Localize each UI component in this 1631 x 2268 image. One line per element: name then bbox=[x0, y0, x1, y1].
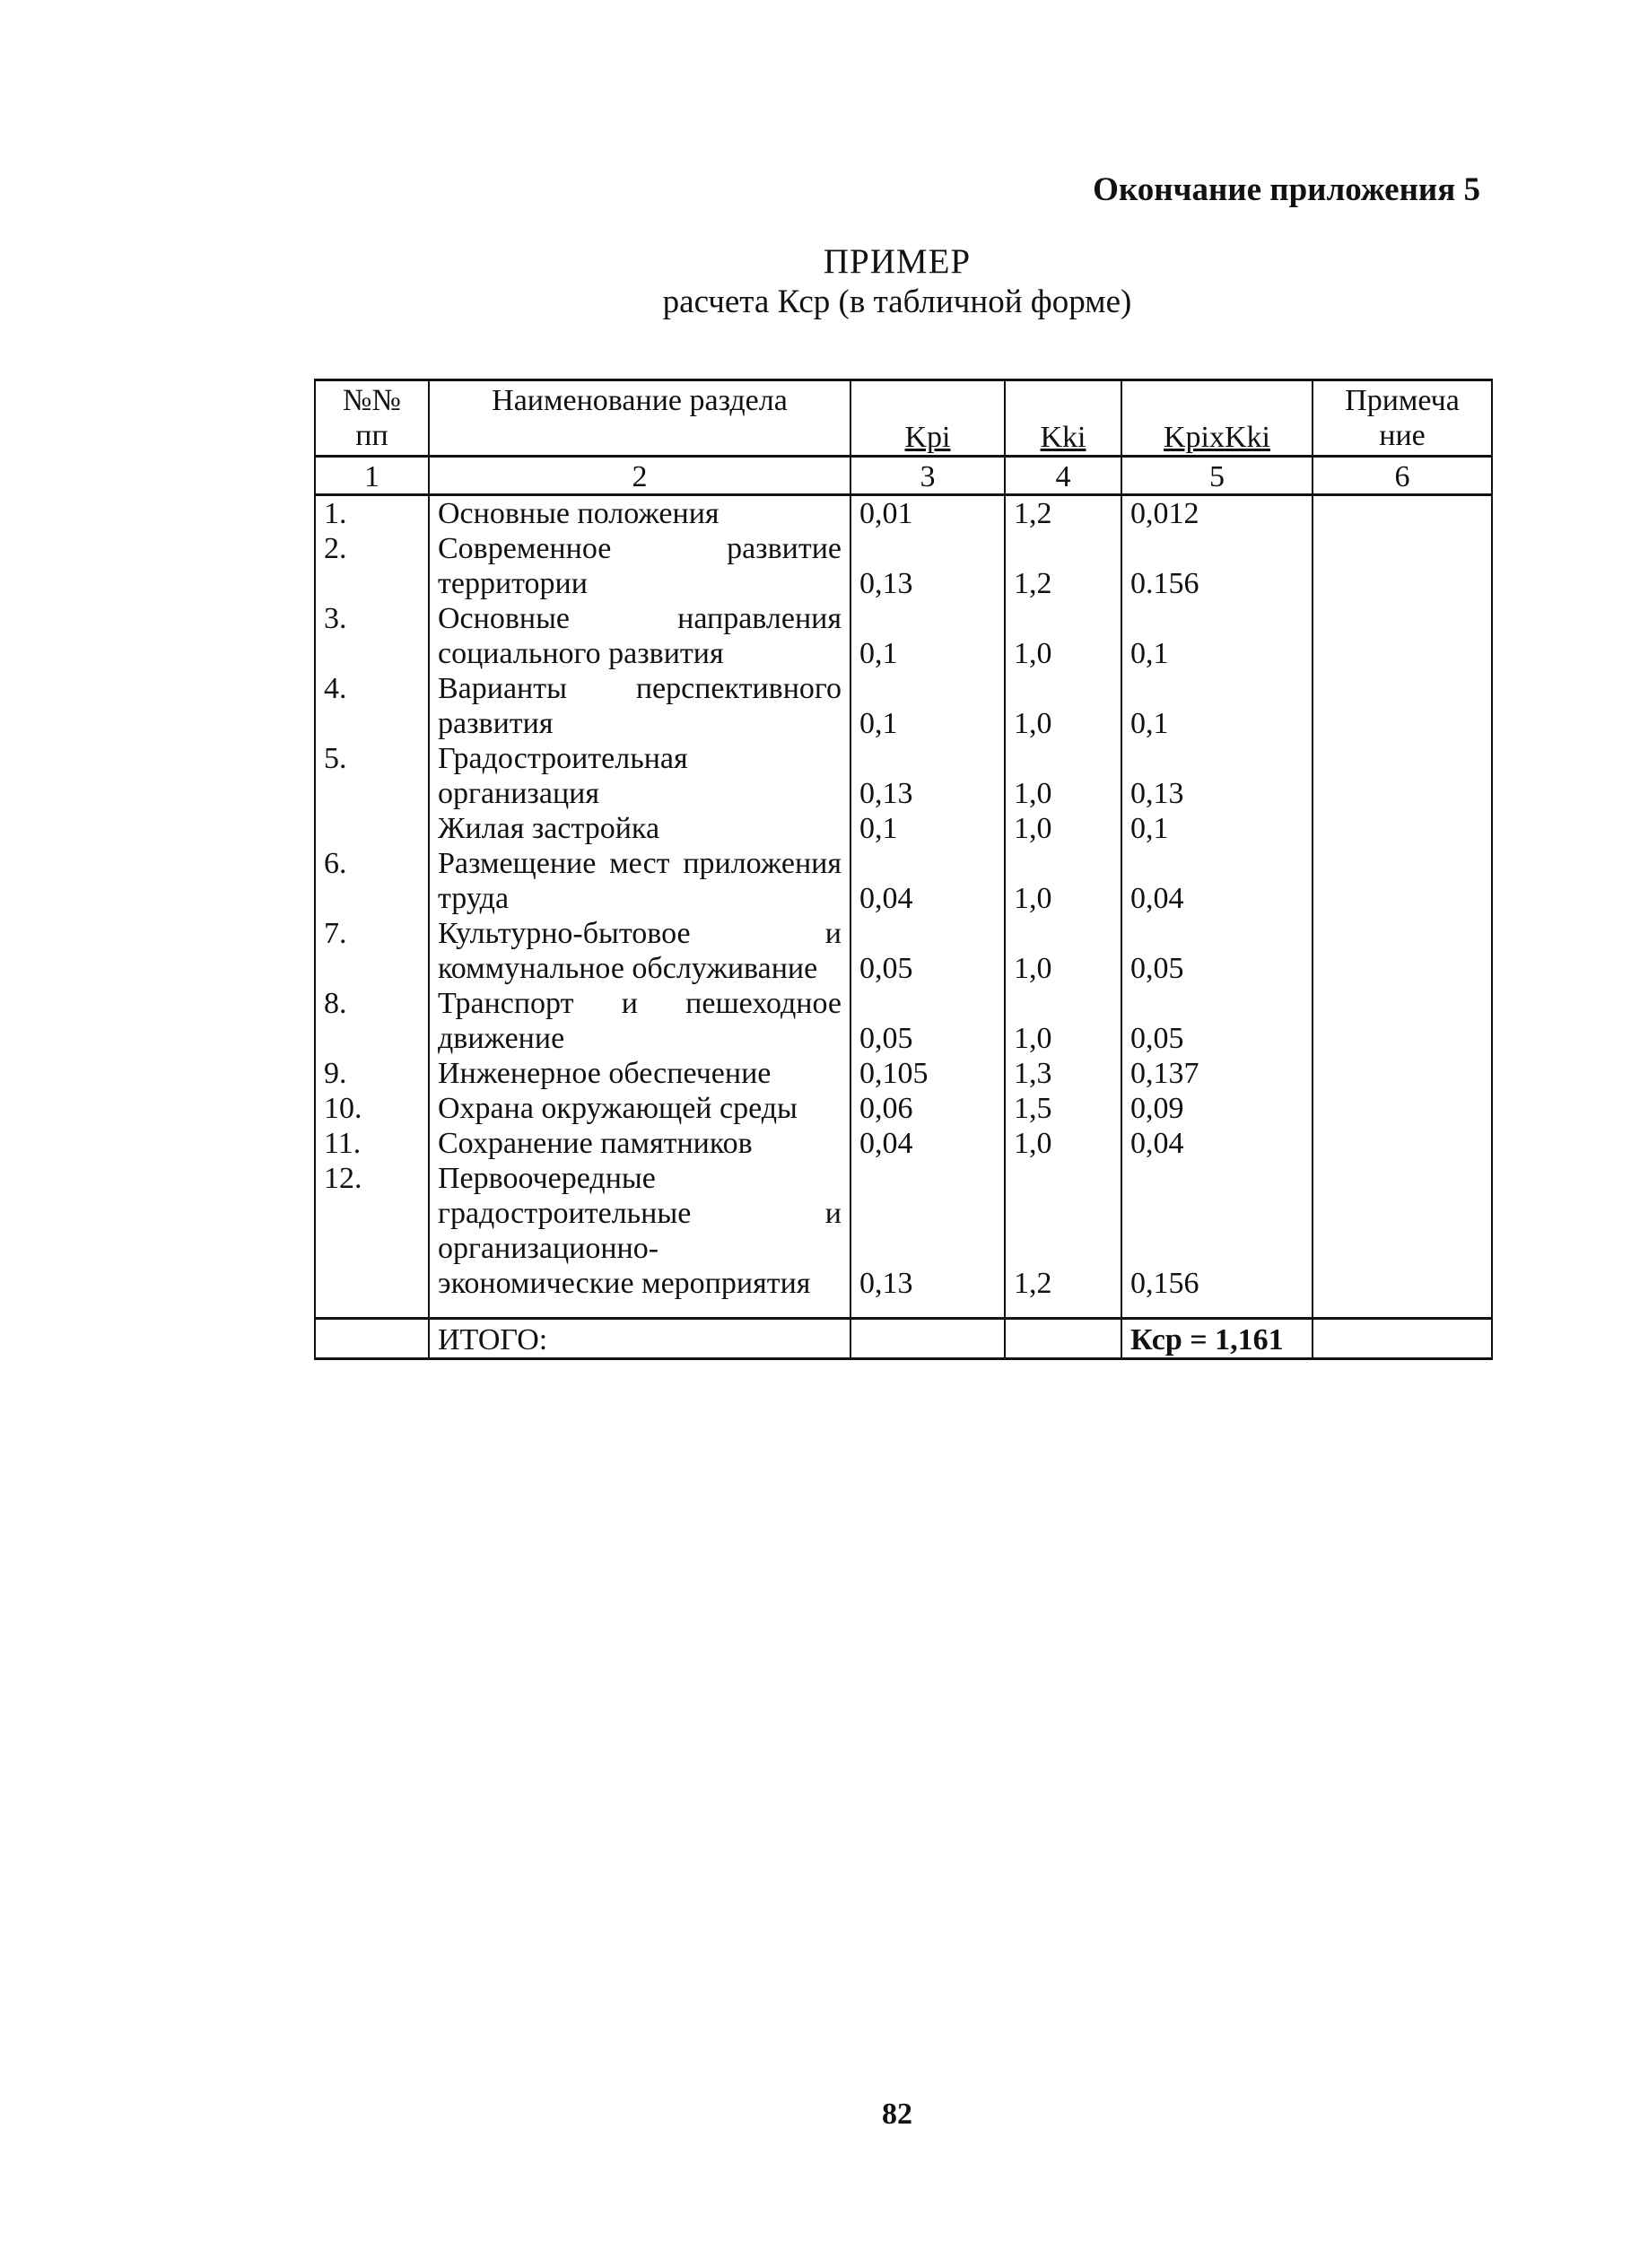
row-number: 11. bbox=[315, 1126, 429, 1161]
row-note bbox=[1313, 811, 1492, 846]
column-number: 1 bbox=[315, 457, 429, 495]
row-note bbox=[1313, 846, 1492, 916]
row-note bbox=[1313, 916, 1492, 986]
column-number: 4 bbox=[1005, 457, 1121, 495]
row-kp-value: 0,04 bbox=[850, 846, 1005, 916]
column-numbers-row bbox=[315, 457, 1492, 495]
row-note bbox=[1313, 986, 1492, 1056]
row-product-value: 0,137 bbox=[1121, 1056, 1313, 1091]
row-kk-value: 1,0 bbox=[1005, 846, 1121, 916]
row-product-value: 0,1 bbox=[1121, 671, 1313, 741]
page-number: 82 bbox=[882, 2098, 912, 2131]
row-product-value: 0,13 bbox=[1121, 741, 1313, 811]
row-product-value: 0,1 bbox=[1121, 811, 1313, 846]
row-section-name: Жилая застройка bbox=[429, 811, 850, 846]
row-kp-value: 0,13 bbox=[850, 531, 1005, 601]
row-number bbox=[315, 811, 429, 846]
spacer-cell bbox=[1313, 1301, 1492, 1319]
table-row bbox=[315, 1056, 1492, 1091]
document-subtitle: расчета Кср (в табличной форме) bbox=[662, 284, 1132, 320]
table-row bbox=[315, 741, 1492, 811]
row-product-value: 0,05 bbox=[1121, 916, 1313, 986]
table-row bbox=[315, 986, 1492, 1056]
row-section-name: Градостроительная организация bbox=[429, 741, 850, 811]
row-kk-value: 1,0 bbox=[1005, 741, 1121, 811]
table-header-row bbox=[315, 380, 1492, 457]
table-row bbox=[315, 846, 1492, 916]
row-note bbox=[1313, 741, 1492, 811]
row-kp-value: 0,01 bbox=[850, 495, 1005, 532]
header-name: Наименование раздела bbox=[429, 380, 850, 457]
row-section-name: Современное развитие территории bbox=[429, 531, 850, 601]
page-heading: Окончание приложения 5 bbox=[1093, 171, 1480, 208]
total-label: ИТОГО: bbox=[429, 1319, 850, 1359]
header-kk-label: Kki bbox=[1040, 421, 1086, 454]
row-kp-value: 0,05 bbox=[850, 986, 1005, 1056]
row-number: 8. bbox=[315, 986, 429, 1056]
row-section-name: Культурно-бытовое и коммунальное обслуживание bbox=[429, 916, 850, 986]
row-kk-value: 1,2 bbox=[1005, 531, 1121, 601]
calculation-table bbox=[314, 379, 1493, 1360]
row-product-value: 0,156 bbox=[1121, 1161, 1313, 1301]
row-kk-value: 1,0 bbox=[1005, 671, 1121, 741]
row-kk-value: 1,2 bbox=[1005, 1161, 1121, 1301]
row-number: 6. bbox=[315, 846, 429, 916]
row-kp-value: 0,1 bbox=[850, 671, 1005, 741]
row-kp-value: 0,06 bbox=[850, 1091, 1005, 1126]
table-row bbox=[315, 601, 1492, 671]
row-number: 9. bbox=[315, 1056, 429, 1091]
spacer-cell bbox=[429, 1301, 850, 1319]
row-product-value: 0,012 bbox=[1121, 495, 1313, 532]
row-kk-value: 1,0 bbox=[1005, 986, 1121, 1056]
row-note bbox=[1313, 531, 1492, 601]
row-kp-value: 0,13 bbox=[850, 1161, 1005, 1301]
row-kk-value: 1,0 bbox=[1005, 1126, 1121, 1161]
row-kp-value: 0,1 bbox=[850, 601, 1005, 671]
table-spacer-row bbox=[315, 1301, 1492, 1319]
column-number: 3 bbox=[850, 457, 1005, 495]
row-kp-value: 0,05 bbox=[850, 916, 1005, 986]
row-kp-value: 0,105 bbox=[850, 1056, 1005, 1091]
row-number: 3. bbox=[315, 601, 429, 671]
row-number: 12. bbox=[315, 1161, 429, 1301]
row-note bbox=[1313, 1091, 1492, 1126]
row-number: 1. bbox=[315, 495, 429, 532]
column-number: 6 bbox=[1313, 457, 1492, 495]
row-product-value: 0,05 bbox=[1121, 986, 1313, 1056]
header-note: Примеча ние bbox=[1313, 380, 1492, 457]
header-num: №№ пп bbox=[315, 380, 429, 457]
row-kk-value: 1,3 bbox=[1005, 1056, 1121, 1091]
row-number: 2. bbox=[315, 531, 429, 601]
row-section-name: Размещение мест приложения труда bbox=[429, 846, 850, 916]
row-kk-value: 1,0 bbox=[1005, 916, 1121, 986]
header-kk bbox=[1005, 380, 1121, 457]
spacer-cell bbox=[1005, 1301, 1121, 1319]
row-kk-value: 1,2 bbox=[1005, 495, 1121, 532]
header-kp bbox=[850, 380, 1005, 457]
header-product bbox=[1121, 380, 1313, 457]
calculation-table-wrapper bbox=[314, 379, 1493, 1360]
header-kp-label: Kpi bbox=[904, 421, 951, 454]
row-product-value: 0,04 bbox=[1121, 846, 1313, 916]
table-row bbox=[315, 1091, 1492, 1126]
spacer-cell bbox=[850, 1301, 1005, 1319]
row-kp-value: 0,04 bbox=[850, 1126, 1005, 1161]
table-row bbox=[315, 811, 1492, 846]
row-section-name: Транспорт и пешеходное движение bbox=[429, 986, 850, 1056]
row-kk-value: 1,0 bbox=[1005, 601, 1121, 671]
row-kp-value: 0,1 bbox=[850, 811, 1005, 846]
total-empty-cell bbox=[850, 1319, 1005, 1359]
row-product-value: 0,04 bbox=[1121, 1126, 1313, 1161]
row-number: 10. bbox=[315, 1091, 429, 1126]
table-row bbox=[315, 1126, 1492, 1161]
table-row bbox=[315, 495, 1492, 532]
row-section-name: Охрана окружающей среды bbox=[429, 1091, 850, 1126]
column-number: 2 bbox=[429, 457, 850, 495]
row-kp-value: 0,13 bbox=[850, 741, 1005, 811]
row-note bbox=[1313, 1161, 1492, 1301]
row-product-value: 0.156 bbox=[1121, 531, 1313, 601]
row-note bbox=[1313, 1126, 1492, 1161]
table-row bbox=[315, 1161, 1492, 1301]
table-row bbox=[315, 916, 1492, 986]
row-note bbox=[1313, 601, 1492, 671]
row-section-name: Варианты перспективного развития bbox=[429, 671, 850, 741]
total-empty-cell bbox=[1313, 1319, 1492, 1359]
row-section-name: Инженерное обеспечение bbox=[429, 1056, 850, 1091]
row-product-value: 0,1 bbox=[1121, 601, 1313, 671]
row-number: 4. bbox=[315, 671, 429, 741]
column-number: 5 bbox=[1121, 457, 1313, 495]
total-empty-cell bbox=[1005, 1319, 1121, 1359]
row-kk-value: 1,0 bbox=[1005, 811, 1121, 846]
row-note bbox=[1313, 495, 1492, 532]
row-section-name: Первоочередные градостроительные и организационно-экономические мероприятия bbox=[429, 1161, 850, 1301]
row-section-name: Сохранение памятников bbox=[429, 1126, 850, 1161]
total-empty-cell bbox=[315, 1319, 429, 1359]
row-number: 7. bbox=[315, 916, 429, 986]
table-row bbox=[315, 671, 1492, 741]
document-title: ПРИМЕР bbox=[823, 242, 972, 281]
row-note bbox=[1313, 671, 1492, 741]
header-product-label: KpixKki bbox=[1164, 421, 1270, 454]
total-value-cell bbox=[1121, 1319, 1313, 1359]
total-row bbox=[315, 1319, 1492, 1359]
table-row bbox=[315, 531, 1492, 601]
row-kk-value: 1,5 bbox=[1005, 1091, 1121, 1126]
row-note bbox=[1313, 1056, 1492, 1091]
row-product-value: 0,09 bbox=[1121, 1091, 1313, 1126]
row-section-name: Основные положения bbox=[429, 495, 850, 532]
spacer-cell bbox=[315, 1301, 429, 1319]
total-value: Кср = 1,161 bbox=[1130, 1323, 1284, 1356]
spacer-cell bbox=[1121, 1301, 1313, 1319]
row-section-name: Основные направления социального развития bbox=[429, 601, 850, 671]
row-number: 5. bbox=[315, 741, 429, 811]
